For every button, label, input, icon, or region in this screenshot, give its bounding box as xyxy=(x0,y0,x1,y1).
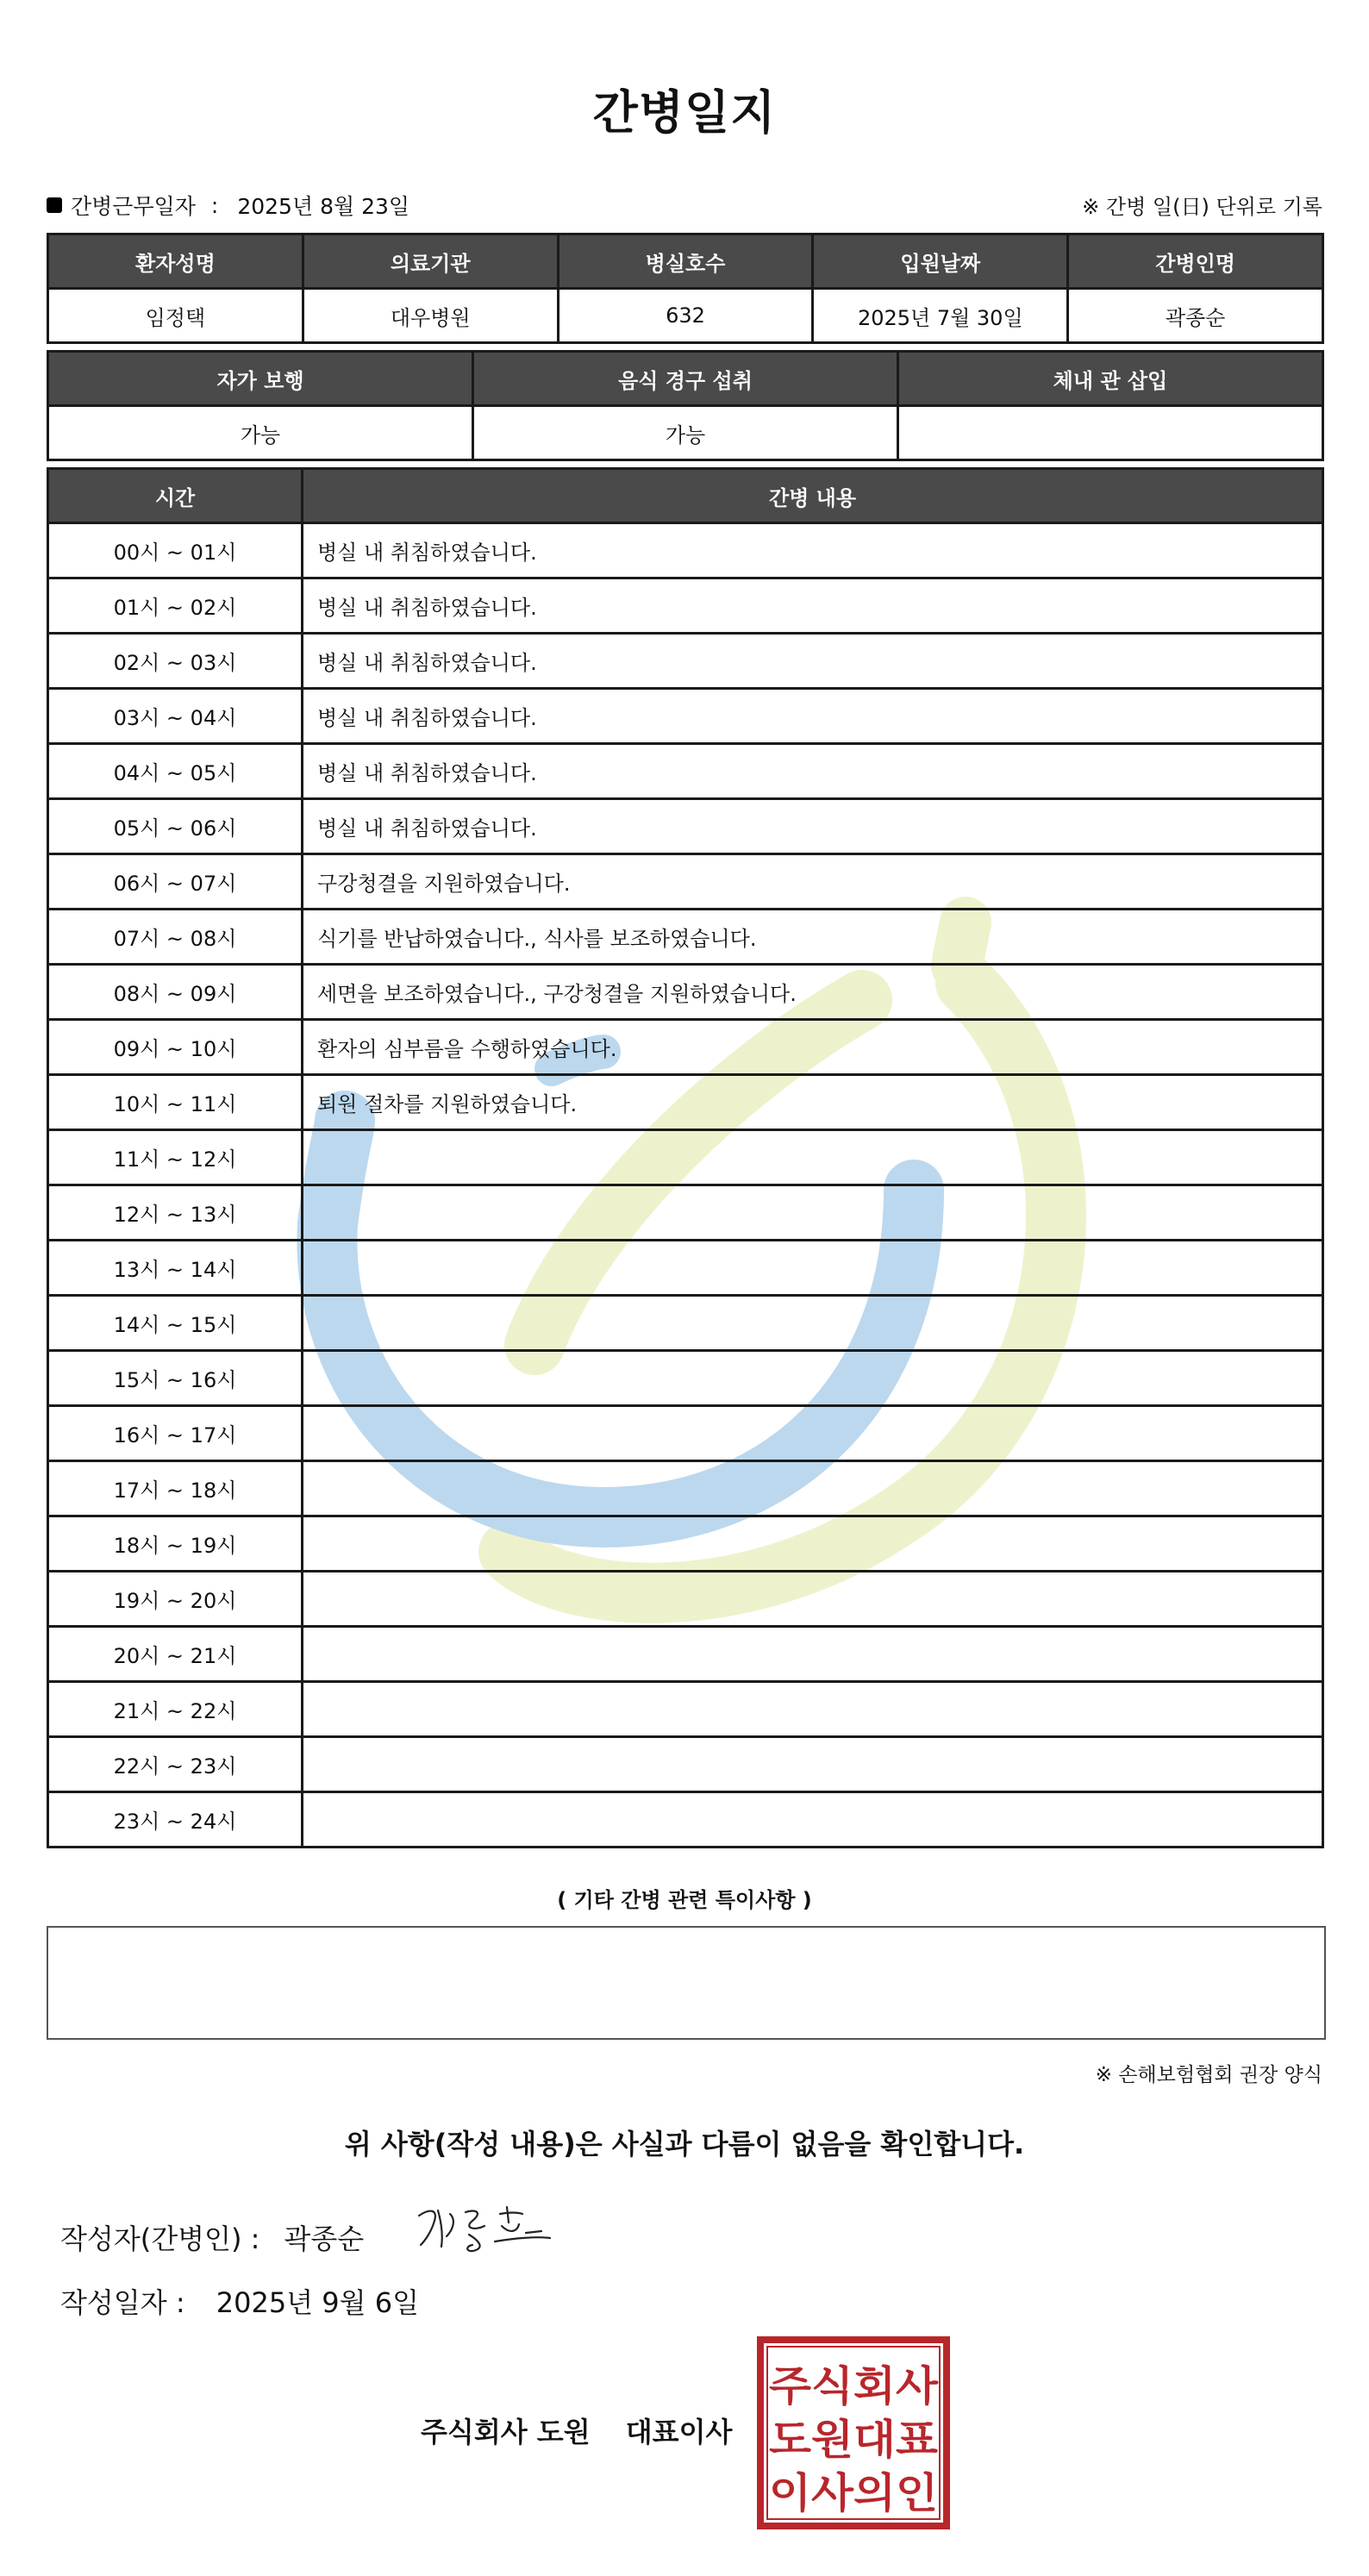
header-admission-date: 입원날짜 xyxy=(813,234,1068,289)
company-signature-line xyxy=(421,2410,732,2450)
log-time-cell: 03시 ~ 04시 xyxy=(48,689,303,744)
confirmation-statement: 위 사항(작성 내용)은 사실과 다름이 없음을 확인합니다. xyxy=(344,2128,1025,2160)
association-form-note: ※ 손해보험협회 권장 양식 xyxy=(1095,2064,1322,2086)
log-row xyxy=(48,910,1323,965)
log-content-cell xyxy=(303,1351,1323,1406)
log-time-cell: 20시 ~ 21시 xyxy=(48,1627,303,1682)
log-time-cell: 11시 ~ 12시 xyxy=(48,1130,303,1185)
header-room-number: 병실호수 xyxy=(558,234,813,289)
log-time-cell: 01시 ~ 02시 xyxy=(48,578,303,634)
header-oral-intake: 음식 경구 섭취 xyxy=(473,352,898,406)
log-content-cell xyxy=(303,1572,1323,1627)
work-date-separator: : xyxy=(210,192,219,218)
page-title: 간병일지 xyxy=(592,85,777,140)
log-time-cell: 13시 ~ 14시 xyxy=(48,1241,303,1296)
log-time-cell: 12시 ~ 13시 xyxy=(48,1185,303,1241)
log-row xyxy=(48,1682,1323,1737)
log-row xyxy=(48,799,1323,854)
log-content-cell: 병실 내 취침하였습니다. xyxy=(303,744,1323,799)
log-row xyxy=(48,578,1323,634)
log-row xyxy=(48,634,1323,689)
company-name: 주식회사 도원 xyxy=(421,2416,591,2448)
daily-record-note: ※ 간병 일(日) 단위로 기록 xyxy=(1082,195,1322,219)
write-date-label: 작성일자 : xyxy=(60,2286,185,2319)
log-row xyxy=(48,1516,1323,1572)
log-content-cell xyxy=(303,1627,1323,1682)
log-content-cell: 병실 내 취침하였습니다. xyxy=(303,523,1323,578)
log-row xyxy=(48,1075,1323,1130)
log-row xyxy=(48,689,1323,744)
log-row xyxy=(48,854,1323,910)
log-row xyxy=(48,1130,1323,1185)
log-content-cell: 환자의 심부름을 수행하였습니다. xyxy=(303,1020,1323,1075)
log-row xyxy=(48,1351,1323,1406)
log-content-cell xyxy=(303,1516,1323,1572)
log-row xyxy=(48,1737,1323,1792)
log-time-cell: 23시 ~ 24시 xyxy=(48,1792,303,1848)
log-time-cell: 08시 ~ 09시 xyxy=(48,965,303,1020)
log-row xyxy=(48,965,1323,1020)
care-log-table xyxy=(47,467,1324,1848)
log-time-cell: 22시 ~ 23시 xyxy=(48,1737,303,1792)
log-time-cell: 09시 ~ 10시 xyxy=(48,1020,303,1075)
log-time-cell: 14시 ~ 15시 xyxy=(48,1296,303,1351)
log-time-cell: 10시 ~ 11시 xyxy=(48,1075,303,1130)
log-time-cell: 21시 ~ 22시 xyxy=(48,1682,303,1737)
writer-label: 작성자(간병인) : xyxy=(60,2223,260,2255)
log-row xyxy=(48,1792,1323,1848)
log-time-cell: 05시 ~ 06시 xyxy=(48,799,303,854)
header-tube-insertion: 체내 관 삽입 xyxy=(898,352,1323,406)
header-patient-name: 환자성명 xyxy=(48,234,303,289)
log-row xyxy=(48,744,1323,799)
bullet-square-icon xyxy=(47,197,62,213)
log-content-cell: 병실 내 취침하였습니다. xyxy=(303,799,1323,854)
header-self-walking: 자가 보행 xyxy=(48,352,473,406)
extra-notes-title: ( 기타 간병 관련 특이사항 ) xyxy=(557,1888,812,1912)
log-row xyxy=(48,1572,1323,1627)
caregiver-name: 곽종순 xyxy=(1068,289,1323,343)
log-content-cell xyxy=(303,1185,1323,1241)
log-row xyxy=(48,1020,1323,1075)
log-content-cell xyxy=(303,1461,1323,1516)
handwritten-signature xyxy=(412,2197,559,2257)
log-content-cell: 병실 내 취침하였습니다. xyxy=(303,689,1323,744)
log-content-cell xyxy=(303,1241,1323,1296)
header-caregiver-name: 간병인명 xyxy=(1068,234,1323,289)
log-content-cell: 세면을 보조하였습니다., 구강청결을 지원하였습니다. xyxy=(303,965,1323,1020)
writer-line xyxy=(60,2217,364,2257)
log-row xyxy=(48,523,1323,578)
header-hospital: 의료기관 xyxy=(303,234,558,289)
log-row xyxy=(48,1406,1323,1461)
log-time-cell: 17시 ~ 18시 xyxy=(48,1461,303,1516)
log-time-cell: 18시 ~ 19시 xyxy=(48,1516,303,1572)
log-content-cell: 병실 내 취침하였습니다. xyxy=(303,634,1323,689)
patient-name: 임정택 xyxy=(48,289,303,343)
work-date-line xyxy=(47,190,409,221)
log-content-cell: 식기를 반납하였습니다., 식사를 보조하였습니다. xyxy=(303,910,1323,965)
log-time-cell: 00시 ~ 01시 xyxy=(48,523,303,578)
log-time-cell: 02시 ~ 03시 xyxy=(48,634,303,689)
log-content-cell xyxy=(303,1296,1323,1351)
admission-date: 2025년 7월 30일 xyxy=(813,289,1068,343)
log-time-cell: 07시 ~ 08시 xyxy=(48,910,303,965)
company-seal-stamp xyxy=(755,2335,952,2531)
log-content-cell xyxy=(303,1406,1323,1461)
log-row xyxy=(48,1241,1323,1296)
write-date-line xyxy=(60,2281,419,2321)
log-content-cell: 퇴원 절차를 지원하였습니다. xyxy=(303,1075,1323,1130)
self-walking-value: 가능 xyxy=(48,406,473,460)
log-time-cell: 04시 ~ 05시 xyxy=(48,744,303,799)
log-content-cell: 구강청결을 지원하였습니다. xyxy=(303,854,1323,910)
log-time-cell: 06시 ~ 07시 xyxy=(48,854,303,910)
log-row xyxy=(48,1185,1323,1241)
log-time-cell: 16시 ~ 17시 xyxy=(48,1406,303,1461)
log-content-cell xyxy=(303,1737,1323,1792)
header-time: 시간 xyxy=(48,469,303,523)
extra-notes-box xyxy=(47,1926,1326,2040)
seal-text-line-1: 주식회사 xyxy=(769,2362,939,2410)
writer-name: 곽종순 xyxy=(284,2223,365,2255)
log-row xyxy=(48,1296,1323,1351)
header-care-content: 간병 내용 xyxy=(303,469,1323,523)
ceo-title: 대표이사 xyxy=(625,2416,733,2448)
log-content-cell xyxy=(303,1130,1323,1185)
patient-status-table xyxy=(47,350,1324,461)
log-row xyxy=(48,1461,1323,1516)
work-date-label: 간병근무일자 xyxy=(71,194,196,219)
log-time-cell: 19시 ~ 20시 xyxy=(48,1572,303,1627)
hospital-name: 대우병원 xyxy=(303,289,558,343)
seal-text-line-2: 도원대표 xyxy=(769,2416,939,2464)
seal-text-line-3: 이사의인 xyxy=(769,2469,938,2517)
log-content-cell: 병실 내 취침하였습니다. xyxy=(303,578,1323,634)
write-date-value: 2025년 9월 6일 xyxy=(216,2286,420,2319)
work-date-value: 2025년 8월 23일 xyxy=(237,194,410,219)
log-time-cell: 15시 ~ 16시 xyxy=(48,1351,303,1406)
patient-info-table xyxy=(47,233,1324,344)
log-content-cell xyxy=(303,1792,1323,1848)
tube-insertion-value xyxy=(898,406,1323,460)
oral-intake-value: 가능 xyxy=(473,406,898,460)
log-row xyxy=(48,1627,1323,1682)
log-content-cell xyxy=(303,1682,1323,1737)
room-number: 632 xyxy=(558,289,813,343)
